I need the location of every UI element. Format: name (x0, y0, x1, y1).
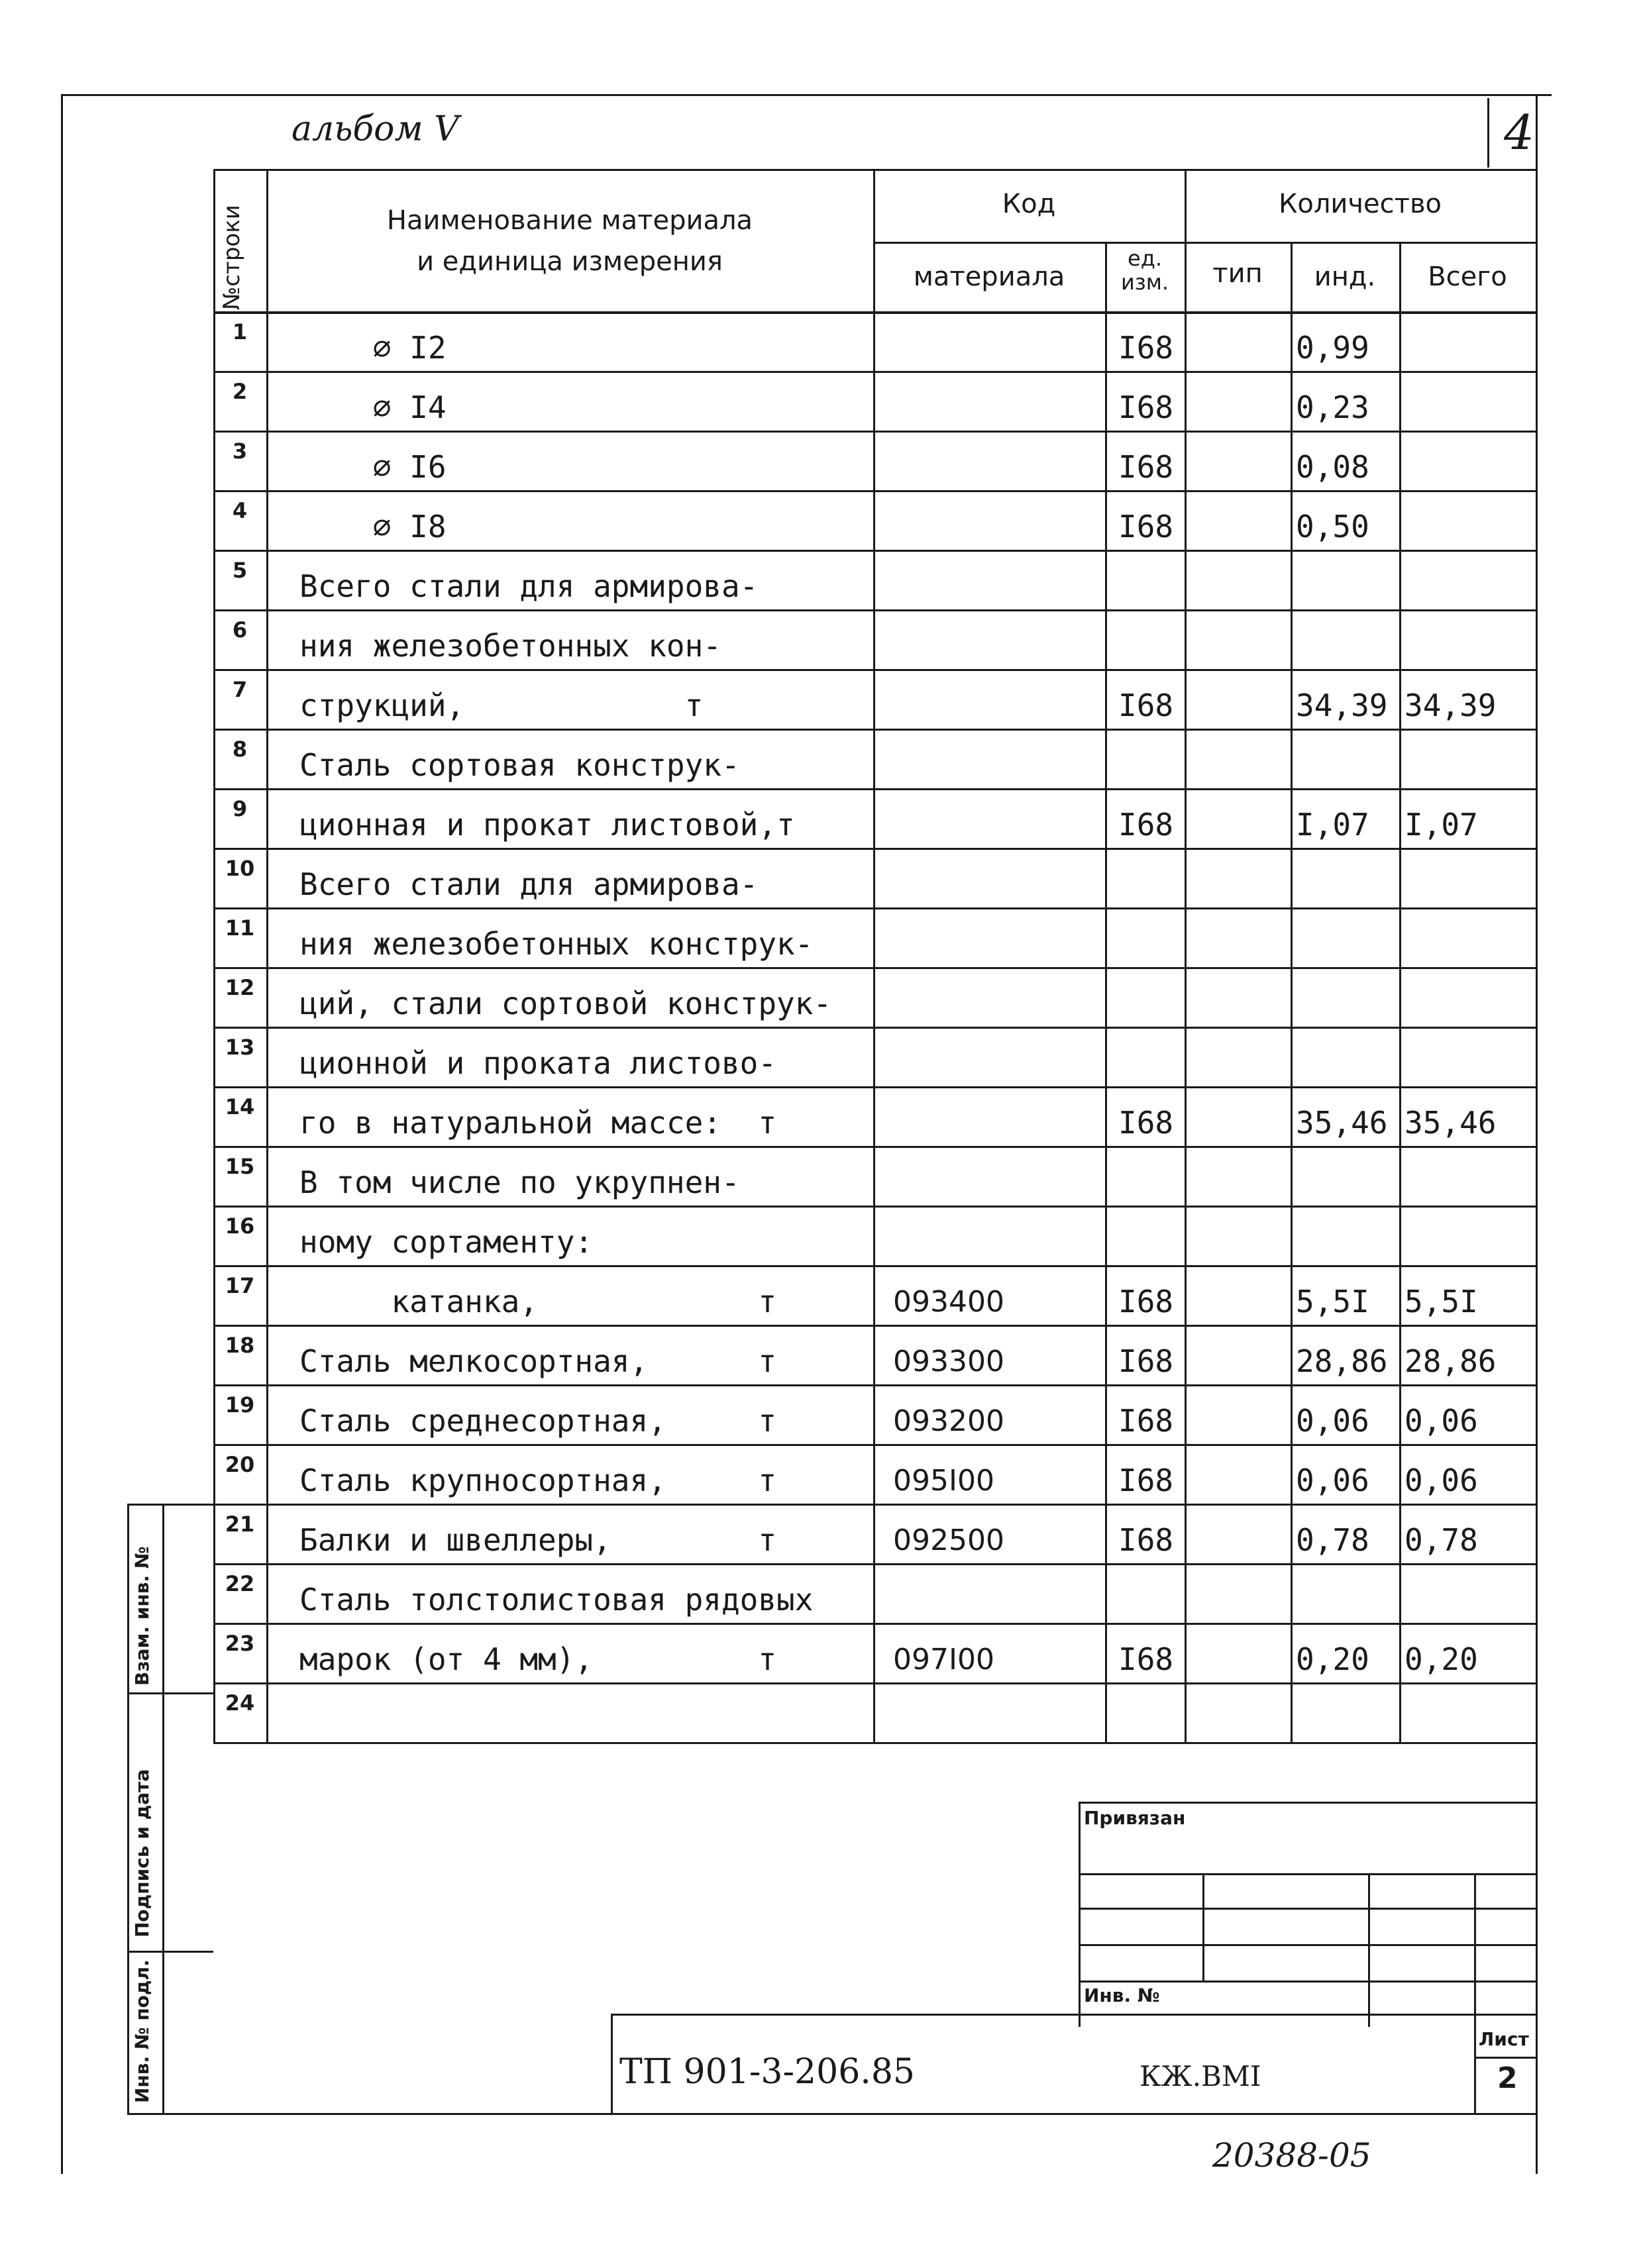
material-name: ∅ I6 (299, 449, 447, 485)
row-number: 16 (225, 1213, 255, 1239)
material-name: марок (от 4 мм), т (299, 1641, 777, 1677)
total-quantity: 0,20 (1404, 1641, 1478, 1677)
inv-original-label: Инв. № подл. (131, 1959, 153, 2103)
col-line (1185, 169, 1187, 1742)
row-number: 8 (232, 737, 248, 762)
material-code: 097I00 (893, 1643, 994, 1676)
stamp-col-line (1474, 1873, 1476, 2027)
title-row-top (611, 2014, 1536, 2016)
material-name: Сталь сортовая конструк- (299, 747, 740, 783)
material-name: Всего стали для армирова- (299, 866, 759, 902)
material-name: ния железобетонных конструк- (299, 926, 814, 962)
row-number: 17 (225, 1273, 255, 1298)
footer-code: 20388-05 (1212, 2136, 1371, 2175)
total-quantity: 35,46 (1404, 1105, 1497, 1141)
vzam-inv-label: Взам. инв. № (131, 1546, 153, 1686)
row-number: 22 (225, 1571, 255, 1596)
stamp-row-line (1079, 1981, 1536, 1983)
ind-quantity: 0,06 (1296, 1463, 1369, 1498)
unit-code: I68 (1118, 688, 1174, 723)
title-row-left (611, 2014, 613, 2113)
row-number: 23 (225, 1631, 255, 1656)
material-code: 093200 (893, 1404, 1004, 1438)
name-header-line2: и единица измерения (417, 246, 723, 277)
total-quantity: 5,5I (1404, 1284, 1478, 1319)
row-number-header: №строки (219, 205, 245, 310)
ind-quantity: 0,78 (1296, 1522, 1369, 1558)
sheet-col-left (1474, 2027, 1476, 2113)
row-number: 18 (225, 1333, 255, 1358)
stamp-block-top (1079, 1802, 1536, 1804)
row-number: 6 (232, 617, 248, 643)
ind-header: инд. (1314, 262, 1376, 292)
row-number: 12 (225, 975, 255, 1000)
row-number: 11 (225, 915, 255, 941)
row-number: 20 (225, 1452, 255, 1477)
material-code: 093400 (893, 1285, 1004, 1319)
row-number: 19 (225, 1392, 255, 1418)
frame-left (61, 94, 63, 2174)
total-quantity: I,07 (1404, 807, 1478, 843)
inv-no-label: Инв. № (1084, 1984, 1160, 2006)
material-name: Сталь мелкосортная, т (299, 1343, 777, 1379)
ind-quantity: 5,5I (1296, 1284, 1369, 1319)
material-name: Сталь толстолистовая рядовых (299, 1582, 814, 1618)
col-line (266, 169, 268, 1742)
sheet-number: 2 (1497, 2061, 1518, 2095)
total-quantity: 0,06 (1404, 1403, 1478, 1439)
stamp-row-line (1079, 1873, 1536, 1875)
material-name: ционной и проката листово- (299, 1045, 777, 1081)
row-number: 5 (232, 558, 248, 583)
row-number: 9 (232, 796, 248, 821)
stamp-col-line (1368, 1873, 1370, 2027)
material-name: катанка, т (299, 1284, 777, 1319)
stamp-bottom-line (213, 2113, 1536, 2115)
row-divider (213, 1742, 1536, 1744)
unit-code: I68 (1118, 1403, 1174, 1439)
side-stamp-div1 (127, 1692, 213, 1694)
ind-quantity: 34,39 (1296, 688, 1388, 723)
signature-date-label: Подпись и дата (131, 1769, 153, 1937)
material-name: Сталь крупносортная, т (299, 1463, 777, 1498)
material-name: ния железобетонных кон- (299, 628, 721, 664)
material-code: 092500 (893, 1523, 1004, 1557)
ind-quantity: 28,86 (1296, 1343, 1388, 1379)
page-number-box-left (1487, 98, 1489, 168)
privyazan-label: Привязан (1084, 1807, 1186, 1829)
material-name: ∅ I2 (299, 330, 447, 366)
unit-code: I68 (1118, 509, 1174, 544)
col-line (213, 169, 215, 1742)
stamp-row-line (1079, 1944, 1536, 1946)
material-name: струкций, т (299, 688, 704, 723)
name-header-line1: Наименование материала (386, 205, 753, 236)
side-stamp-top (127, 1504, 213, 1506)
side-stamp-div2 (127, 1951, 213, 1953)
ind-quantity: 0,08 (1296, 449, 1369, 485)
unit-code: I68 (1118, 389, 1174, 425)
ind-quantity: 35,46 (1296, 1105, 1388, 1141)
ind-quantity: 0,99 (1296, 330, 1369, 366)
unit-code: I68 (1118, 1284, 1174, 1319)
page-number: 4 (1504, 105, 1534, 160)
stamp-row-line (1079, 1908, 1536, 1910)
col-line (1399, 242, 1401, 1742)
unit-code: I68 (1118, 1522, 1174, 1558)
material-name: Балки и швеллеры, т (299, 1522, 777, 1558)
stamp-col-line (1202, 1873, 1204, 1981)
col-line (1291, 242, 1293, 1742)
unit-code: I68 (1118, 807, 1174, 843)
ind-quantity: 0,06 (1296, 1403, 1369, 1439)
material-name: В том числе по укрупнен- (299, 1164, 740, 1200)
col-line (1105, 242, 1107, 1742)
side-stamp-bottom (127, 2113, 213, 2115)
code-header: Код (1002, 189, 1056, 219)
row-number: 1 (232, 319, 248, 344)
side-stamp-left (127, 1504, 129, 2113)
header-subdivider (873, 242, 1536, 244)
total-header: Всего (1428, 262, 1507, 292)
row-number: 21 (225, 1512, 255, 1537)
unit-code: I68 (1118, 1641, 1174, 1677)
type-header: тип (1212, 258, 1263, 289)
frame-top (61, 94, 1552, 96)
ind-quantity: I,07 (1296, 807, 1369, 843)
unit-header-line1: ед. (1128, 246, 1162, 271)
material-name: ному сортаменту: (299, 1224, 594, 1260)
ind-quantity: 0,20 (1296, 1641, 1369, 1677)
unit-code: I68 (1118, 449, 1174, 485)
row-number: 24 (225, 1690, 255, 1716)
total-quantity: 0,06 (1404, 1463, 1478, 1498)
quantity-header: Количество (1278, 189, 1442, 219)
material-name: го в натуральной массе: т (299, 1105, 777, 1141)
material-name: ционная и прокат листовой,т (299, 807, 795, 843)
col-line (1536, 169, 1538, 1742)
sheet-label-line (1474, 2057, 1536, 2059)
row-number: 3 (232, 438, 248, 464)
unit-header-line2: изм. (1120, 270, 1169, 295)
row-number: 10 (225, 856, 255, 881)
row-number: 13 (225, 1035, 255, 1060)
document-code: ТП 901-3-206.85 (619, 2052, 915, 2092)
unit-code: I68 (1118, 1105, 1174, 1141)
stamp-block-left (1079, 1802, 1081, 2027)
album-label: альбом V (292, 109, 459, 149)
ind-quantity: 0,23 (1296, 389, 1369, 425)
unit-code: I68 (1118, 1343, 1174, 1379)
material-name: ∅ I8 (299, 509, 447, 544)
row-number: 14 (225, 1094, 255, 1119)
unit-code: I68 (1118, 330, 1174, 366)
material-name: Всего стали для армирова- (299, 568, 759, 604)
document-mark: КЖ.ВМI (1140, 2060, 1261, 2092)
total-quantity: 28,86 (1404, 1343, 1497, 1379)
side-stamp-mid (162, 1504, 164, 2113)
material-code: 095I00 (893, 1464, 994, 1498)
material-header: материала (913, 262, 1065, 292)
unit-code: I68 (1118, 1463, 1174, 1498)
total-quantity: 0,78 (1404, 1522, 1478, 1558)
row-number: 15 (225, 1154, 255, 1179)
material-name: Сталь среднесортная, т (299, 1403, 777, 1439)
material-code: 093300 (893, 1345, 1004, 1378)
row-number: 2 (232, 379, 248, 404)
row-number: 7 (232, 677, 248, 702)
ind-quantity: 0,50 (1296, 509, 1369, 544)
total-quantity: 34,39 (1404, 688, 1497, 723)
material-name: ∅ I4 (299, 389, 447, 425)
col-line (873, 169, 875, 1742)
material-name: ций, стали сортовой конструк- (299, 986, 832, 1021)
row-number: 4 (232, 498, 248, 523)
sheet-label: Лист (1479, 2028, 1529, 2050)
